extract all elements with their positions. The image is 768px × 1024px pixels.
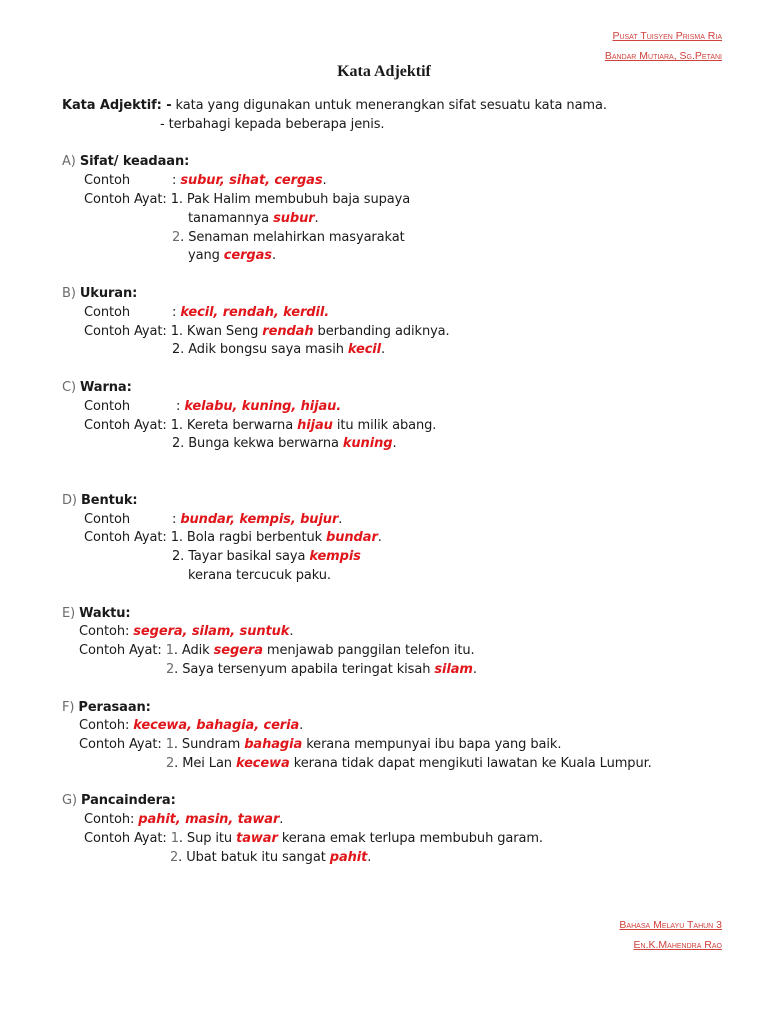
section-g-examples <box>62 811 742 830</box>
examples-end: . <box>279 812 284 828</box>
examples-list: segera, silam, suntuk <box>133 624 290 640</box>
section-heading: Bentuk: <box>80 492 138 508</box>
section-g-sentence-1 <box>62 830 742 849</box>
section-e-sentence-2 <box>62 661 742 680</box>
section-d-sentence-2b <box>62 567 742 586</box>
ayat-label: Contoh Ayat: <box>79 643 162 659</box>
adjective-highlight: rendah <box>262 323 314 339</box>
section-e-sentence-1 <box>62 642 742 661</box>
sentence-number: 2 <box>172 229 181 245</box>
sentence-number: 2 <box>170 849 179 865</box>
footer-line-2: En.K.Mahendra Rao <box>633 939 722 951</box>
sentence-text: yang <box>188 248 224 264</box>
section-letter: E) <box>62 605 76 621</box>
intro-line-1 <box>62 97 742 116</box>
contoh-sep: : <box>172 304 181 320</box>
adjective-highlight: segera <box>213 643 263 659</box>
section-e-examples <box>62 623 742 642</box>
sentence-number: 2 <box>166 755 175 771</box>
sentence-text: 2. Bunga kekwa berwarna <box>172 436 343 452</box>
adjective-highlight: silam <box>434 661 473 677</box>
sentence-text: kerana tidak dapat mengikuti lawatan ke Kuala Lumpur. <box>289 755 652 771</box>
sentence-end: . <box>392 436 397 452</box>
ayat-label: Contoh Ayat: <box>84 323 167 339</box>
section-d-sentence-1 <box>62 529 742 548</box>
section-g-sentence-2 <box>62 849 742 868</box>
section-a-heading <box>62 153 742 172</box>
sentence-text: 1. Pak Halim membubuh baja supaya <box>170 191 411 207</box>
sentence-text: 1. Kereta berwarna <box>170 417 298 433</box>
sentence-number: 1 <box>170 831 179 847</box>
adjective-highlight: subur <box>273 210 315 226</box>
contoh-label: Contoh: <box>79 624 130 640</box>
sentence-end: . <box>472 661 477 677</box>
section-a-sentence-2b <box>62 247 742 266</box>
section-c-examples <box>62 398 742 417</box>
sentence-number: 2 <box>166 661 175 677</box>
contoh-label: Contoh <box>84 304 130 320</box>
adjective-highlight: bundar <box>326 530 378 546</box>
sentence-text: 1. Bola ragbi berbentuk <box>170 530 327 546</box>
section-a-sentence-1b <box>62 210 742 229</box>
sentence-end: . <box>377 530 382 546</box>
examples-end: . <box>338 511 343 527</box>
section-e-heading <box>62 605 742 624</box>
section-d-examples <box>62 511 742 530</box>
section-d-heading <box>62 492 742 511</box>
sentence-text: . Adik <box>173 643 214 659</box>
sentence-number: 1 <box>165 737 174 753</box>
contoh-sep: : <box>176 398 185 414</box>
sentence-text: kerana emak terlupa membubuh garam. <box>277 831 543 847</box>
section-b-sentence-2 <box>62 341 742 360</box>
sentence-text: . Sup itu <box>178 831 237 847</box>
adjective-highlight: bahagia <box>244 737 303 753</box>
header-line-1: Pusat Tuisyen Prisma Ria <box>612 30 722 42</box>
examples-list: kecil, rendah, kerdil. <box>180 304 330 320</box>
sentence-text: itu milik abang. <box>332 417 437 433</box>
sentence-text: berbanding adiknya. <box>313 323 450 339</box>
adjective-highlight: kuning <box>342 436 393 452</box>
ayat-label: Contoh Ayat: <box>79 737 162 753</box>
section-c-heading <box>62 379 742 398</box>
intro-line-2 <box>62 116 742 135</box>
examples-end: . <box>299 718 304 734</box>
contoh-label: Contoh <box>84 173 130 189</box>
section-letter: G) <box>62 793 77 809</box>
examples-end: . <box>289 624 294 640</box>
contoh-label: Contoh: <box>84 812 135 828</box>
sentence-text: kerana tercucuk paku. <box>188 567 331 583</box>
contoh-label: Contoh <box>84 398 130 414</box>
sentence-text: menjawab panggilan telefon itu. <box>262 643 475 659</box>
adjective-highlight: tawar <box>236 831 278 847</box>
section-letter: B) <box>62 285 76 301</box>
adjective-highlight: kempis <box>309 549 361 565</box>
adjective-highlight: kecewa <box>235 755 290 771</box>
section-a-sentence-2 <box>62 229 742 248</box>
section-c-sentence-2 <box>62 435 742 454</box>
ayat-label: Contoh Ayat: <box>84 191 167 207</box>
intro-text-1: kata yang digunakan untuk menerangkan sifat sesuatu kata nama. <box>171 98 607 113</box>
sentence-text: 2. Adik bongsu saya masih <box>172 342 348 358</box>
examples-list: subur, sihat, cergas <box>180 173 323 189</box>
section-heading: Sifat/ keadaan: <box>79 154 190 170</box>
sentence-text: . Ubat batuk itu sangat <box>178 849 330 865</box>
sentence-end: . <box>271 248 276 264</box>
section-letter: A) <box>62 154 76 170</box>
adjective-highlight: cergas <box>223 248 272 264</box>
sentence-text: . Mei Lan <box>174 755 236 771</box>
section-heading: Pancaindera: <box>81 793 176 809</box>
sentence-number: 1 <box>165 643 174 659</box>
section-f-sentence-1 <box>62 736 742 755</box>
examples-list: pahit, masin, tawar <box>138 812 280 828</box>
section-f-sentence-2 <box>62 755 742 774</box>
sentence-text: . Saya tersenyum apabila teringat kisah <box>174 661 435 677</box>
section-b-heading <box>62 285 742 304</box>
contoh-label: Contoh <box>84 511 130 527</box>
footer-line-1: Bahasa Melayu Tahun 3 <box>619 919 722 931</box>
section-heading: Ukuran: <box>79 285 138 301</box>
ayat-label: Contoh Ayat: <box>84 417 167 433</box>
sentence-end: . <box>314 210 319 226</box>
adjective-highlight: pahit <box>329 849 368 865</box>
examples-end: . <box>322 173 327 189</box>
section-g-heading <box>62 792 742 811</box>
sentence-text: 1. Kwan Seng <box>170 323 263 339</box>
contoh-sep: : <box>172 511 181 527</box>
intro-label: Kata Adjektif: - <box>62 98 172 113</box>
section-heading: Perasaan: <box>78 699 151 715</box>
section-a-sentence-1 <box>62 191 742 210</box>
section-f-heading <box>62 699 742 718</box>
section-d-sentence-2 <box>62 548 742 567</box>
section-b-sentence-1 <box>62 323 742 342</box>
section-a-examples <box>62 172 742 191</box>
sentence-end: . <box>381 342 386 358</box>
adjective-highlight: hijau <box>297 417 333 433</box>
sentence-text: . Senaman melahirkan masyarakat <box>180 229 405 245</box>
sentence-end: . <box>367 849 372 865</box>
section-f-examples <box>62 717 742 736</box>
section-b-examples <box>62 304 742 323</box>
examples-list: kelabu, kuning, hijau. <box>184 398 342 414</box>
section-c-sentence-1 <box>62 417 742 436</box>
contoh-label: Contoh: <box>79 718 130 734</box>
section-heading: Warna: <box>80 379 132 395</box>
section-letter: C) <box>62 379 76 395</box>
sentence-text: . Sundram <box>173 737 245 753</box>
section-letter: F) <box>62 699 75 715</box>
sentence-text: tanamannya <box>188 210 274 226</box>
ayat-label: Contoh Ayat: <box>84 530 167 546</box>
ayat-label: Contoh Ayat: <box>84 831 167 847</box>
adjective-highlight: kecil <box>347 342 382 358</box>
document-body <box>62 97 742 868</box>
page-title: Kata Adjektif <box>337 63 431 80</box>
sentence-text: 2. Tayar basikal saya <box>172 549 310 565</box>
contoh-sep: : <box>172 173 181 189</box>
examples-list: kecewa, bahagia, ceria <box>133 718 300 734</box>
page-header <box>605 26 722 66</box>
header-line-2: Bandar Mutiara, Sg.Petani <box>604 50 722 62</box>
section-heading: Waktu: <box>79 605 131 621</box>
intro-text-2: - terbahagi kepada beberapa jenis. <box>160 116 385 132</box>
page-footer <box>619 915 722 955</box>
section-letter: D) <box>62 492 77 508</box>
sentence-text: kerana mempunyai ibu bapa yang baik. <box>302 737 562 753</box>
examples-list: bundar, kempis, bujur <box>180 511 339 527</box>
